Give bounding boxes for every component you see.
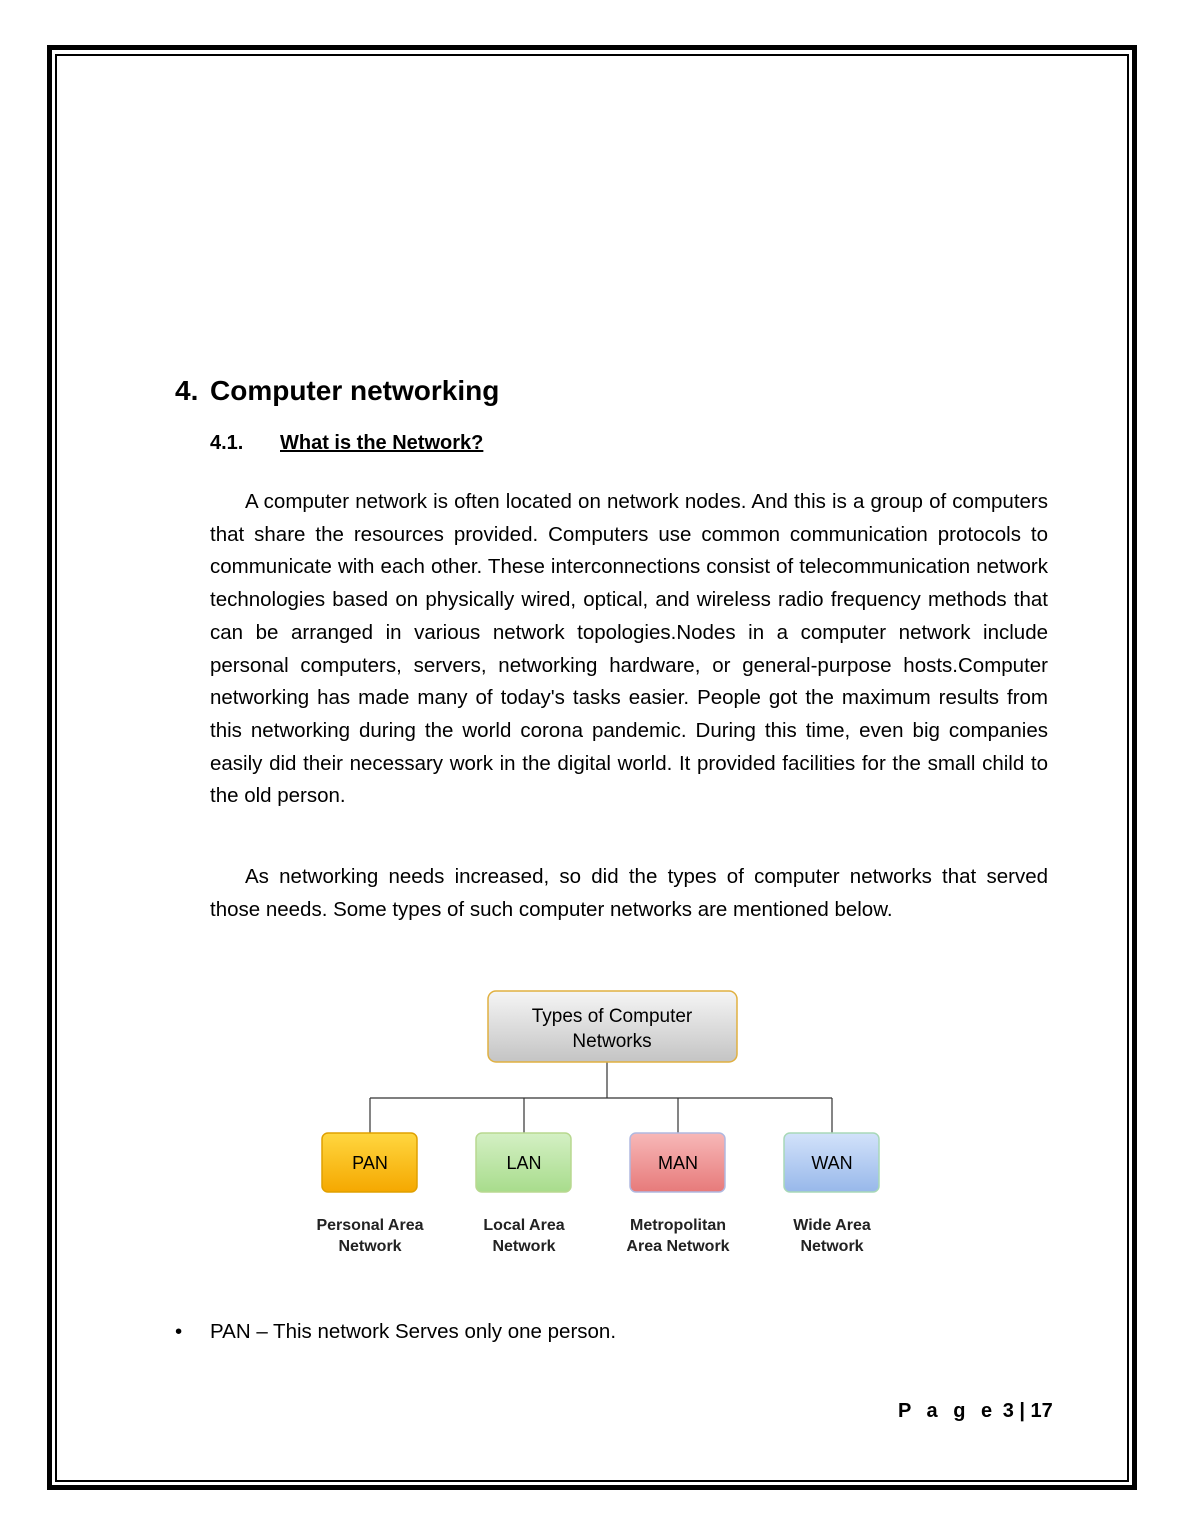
root-label-line2: Networks bbox=[572, 1031, 652, 1052]
subsection-title: What is the Network? bbox=[280, 432, 484, 454]
paragraph-network-types-intro: As networking needs increased, so did the types of computer networks that served those needs. Some types of such computer networks are mentioned below. bbox=[210, 865, 1048, 921]
page-number: 3 bbox=[1002, 1400, 1014, 1422]
section-title: Computer networking bbox=[210, 375, 500, 406]
node-wan-abbr: WAN bbox=[811, 1153, 853, 1173]
node-man-abbr: MAN bbox=[658, 1153, 698, 1173]
node-man-label-line2: Area Network bbox=[626, 1238, 730, 1255]
node-pan-abbr: PAN bbox=[352, 1153, 388, 1173]
node-lan-label-line2: Network bbox=[492, 1238, 556, 1255]
list-item-text: PAN – This network Serves only one person. bbox=[210, 1320, 617, 1343]
section-number: 4. bbox=[175, 375, 199, 406]
node-lan bbox=[476, 1133, 571, 1255]
connector-lines bbox=[370, 1062, 832, 1133]
node-pan-label-line2: Network bbox=[338, 1238, 402, 1255]
root-node bbox=[488, 991, 737, 1062]
page-label: P a g e bbox=[898, 1400, 998, 1422]
page-footer bbox=[898, 1400, 1053, 1423]
network-types-diagram bbox=[300, 985, 900, 1265]
node-man bbox=[626, 1133, 729, 1255]
subsection-heading bbox=[210, 432, 483, 455]
node-wan-label-line2: Network bbox=[800, 1238, 864, 1255]
subsection-number: 4.1. bbox=[210, 432, 244, 454]
paragraph-network-definition: A computer network is often located on network nodes. And this is a group of computers that share the resources provided. Computers use common communication protocols to communicate with each other. These interconnections consist of telecommunication network technologies based on physically wired, optical, and wireless radio frequency methods that can be arranged in various network topologies.Nodes in a computer network include personal computers, servers, networking hardware, or general-purpose hosts.Computer networking has made many of today's tasks easier. People got the maximum results from this networking during the world corona pandemic. During this time, even big companies easily did their necessary work in the digital world. It provided facilities for the small child to the old person. bbox=[210, 490, 1048, 808]
node-lan-label-line1: Local Area bbox=[483, 1217, 565, 1234]
node-pan bbox=[316, 1133, 423, 1255]
node-lan-abbr: LAN bbox=[506, 1153, 542, 1173]
node-pan-label-line1: Personal Area bbox=[316, 1217, 424, 1234]
page-total: 17 bbox=[1030, 1400, 1053, 1422]
page-separator: | bbox=[1019, 1400, 1025, 1422]
node-wan-label-line1: Wide Area bbox=[793, 1217, 871, 1234]
root-label-line1: Types of Computer bbox=[531, 1006, 693, 1027]
node-wan bbox=[784, 1133, 879, 1255]
bullet-icon: • bbox=[175, 1320, 183, 1343]
section-heading bbox=[175, 375, 499, 407]
list-item bbox=[175, 1320, 616, 1344]
node-man-label-line1: Metropolitan bbox=[630, 1217, 726, 1234]
